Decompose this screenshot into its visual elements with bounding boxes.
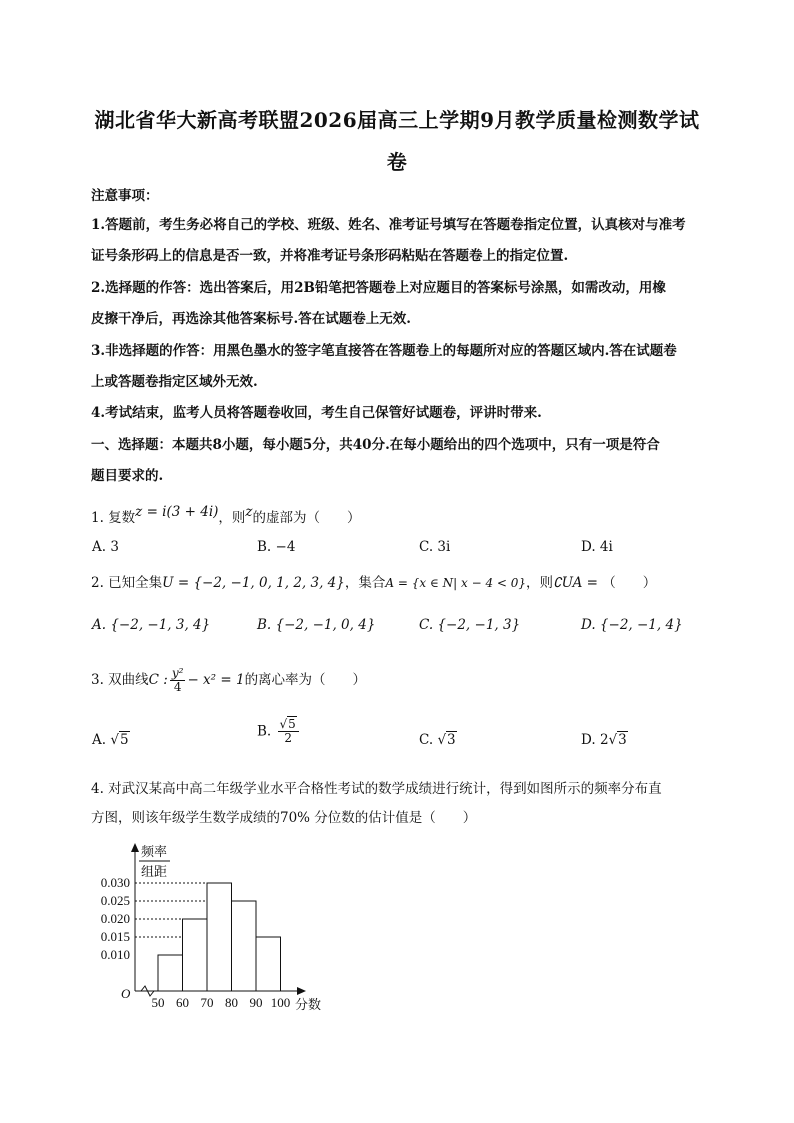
q1-option-a: A. 3 [92, 539, 119, 555]
q2-option-d: D. {−2, −1, 4} [581, 617, 683, 633]
q3-c-label: C. [419, 732, 434, 748]
exam-title-line2: 卷 [386, 150, 408, 174]
x-axis-label: 分数 [295, 997, 322, 1012]
histogram-bar [256, 937, 281, 991]
question-2 [91, 573, 656, 593]
q1-suffix: 的虚部为（ ） [252, 510, 361, 526]
notice-item-2b: 皮擦干净后，再选涂其他答案标号.答在试题卷上无效. [91, 311, 411, 327]
q3-option-b [257, 718, 301, 745]
notice-item-3b: 上或答题卷指定区域外无效. [91, 374, 258, 390]
q3-option-a [92, 730, 130, 750]
histogram-bar [158, 955, 183, 991]
q1-mid: ，则 [218, 510, 246, 526]
notice-heading: 注意事项： [91, 188, 159, 204]
notice-item-1a: 1.答题前，考生务必将自己的学校、班级、姓名、准考证号填写在答题卷指定位置，认真核对与准考 [91, 217, 686, 233]
notice-item-4: 4.考试结束，监考人员将答题卷收回，考生自己保管好试题卷，评讲时带来. [91, 405, 542, 421]
q3-rest: − x² = 1 [187, 672, 245, 688]
notice-item-3a: 3.非选择题的作答：用黑色墨水的签字笔直接答在答题卷上的每题所对应的答题区域内.答在试题卷 [91, 343, 677, 359]
x-tick-label: 70 [200, 995, 214, 1010]
y-label-denominator: 组距 [141, 864, 168, 879]
q3-c-sqrt: √3 [437, 732, 456, 748]
histogram-bar [232, 901, 257, 991]
y-tick-label: 0.010 [100, 947, 130, 962]
x-tick-label: 90 [249, 995, 263, 1010]
x-tick-label: 100 [270, 995, 291, 1010]
q2-complement: ∁UA [553, 575, 583, 591]
q1-option-d: D. 4i [581, 539, 613, 555]
q3-frac-num: y² [171, 665, 184, 680]
q3-prefix: 3. 双曲线 [91, 672, 149, 688]
y-tick-label: 0.015 [100, 929, 130, 944]
frequency-histogram [85, 838, 345, 1013]
histogram-bar [207, 883, 232, 991]
origin-label: O [121, 986, 131, 1001]
q3-option-c [419, 730, 457, 750]
histogram-bar [183, 919, 208, 991]
q3-b-label: B. [257, 723, 272, 740]
q3-d-radicand: 3 [618, 732, 627, 748]
question-4-line1: 4. 对武汉某高中高二年级学业水平合格性考试的数学成绩进行统计，得到如图所示的频率分布直 [91, 781, 662, 797]
q3-d-sqrt: √3 [608, 732, 627, 748]
q1-prefix: 1. 复数 [91, 510, 136, 526]
q3-a-radicand: 5 [119, 732, 129, 748]
q2-set-u: U = {−2, −1, 0, 1, 2, 3, 4} [162, 575, 345, 591]
y-tick-label: 0.030 [100, 875, 130, 890]
x-axis-arrow [297, 987, 306, 995]
q1-formula: z = i(3 + 4i) [135, 504, 219, 520]
y-axis-arrow [131, 843, 139, 852]
q1-option-b: B. −4 [257, 539, 296, 555]
q1-var: z [245, 504, 253, 520]
q2-prefix: 2. 已知全集 [91, 575, 163, 591]
question-3 [91, 664, 366, 696]
question-4-line2: 方图，则该年级学生数学成绩的70% 分位数的估计值是（ ） [91, 810, 477, 826]
q3-curve: C : [148, 672, 168, 688]
notice-item-2a: 2.选择题的作答：选出答案后，用2B铅笔把答题卷上对应题目的答案标号涂黑，如需改动，用橡 [91, 280, 666, 296]
q3-b-radicand: 5 [288, 717, 296, 731]
q3-fraction [170, 667, 186, 694]
q3-frac-den: 4 [173, 680, 182, 694]
x-tick-label: 80 [225, 995, 238, 1010]
q2-suffix: = （ ） [582, 575, 657, 591]
q3-c-radicand: 3 [447, 732, 456, 748]
q3-d-label: D. [581, 732, 596, 748]
x-tick-label: 50 [151, 995, 165, 1010]
q1-option-c: C. 3i [419, 539, 451, 555]
y-tick-label: 0.020 [100, 911, 130, 926]
y-label-numerator: 频率 [141, 844, 168, 859]
y-tick-label: 0.025 [100, 893, 130, 908]
q2-set-a: A = {x ∈ N| x − 4 < 0} [385, 576, 527, 590]
section-heading-line2: 题目要求的. [91, 468, 164, 484]
notice-item-1b: 证号条形码上的信息是否一致，并将准考证号条形码粘贴在答题卷上的指定位置. [91, 248, 569, 264]
q3-d-coef: 2 [599, 732, 609, 748]
q2-option-b: B. {−2, −1, 0, 4} [257, 617, 376, 633]
x-tick-label: 60 [176, 995, 189, 1010]
q3-option-d [581, 730, 628, 750]
q3-a-label: A. [92, 732, 107, 748]
q3-b-num: √5 [278, 718, 299, 732]
q3-a-sqrt: √5 [110, 732, 129, 748]
q3-suffix: 的离心率为（ ） [244, 672, 367, 688]
q2-option-a: A. {−2, −1, 3, 4} [92, 617, 211, 633]
q3-b-fraction [278, 718, 299, 745]
exam-title-line1: 湖北省华大新高考联盟2026届高三上学期9月教学质量检测数学试 [94, 108, 700, 132]
q2-mid: ，集合 [344, 575, 386, 591]
q2-option-c: C. {−2, −1, 3} [419, 617, 521, 633]
question-1 [91, 504, 361, 528]
q3-b-den: 2 [284, 731, 292, 746]
q2-mid2: ，则 [526, 575, 554, 591]
section-heading-line1: 一、选择题：本题共8小题，每小题5分，共40分.在每小题给出的四个选项中，只有一项是符合 [91, 437, 660, 453]
